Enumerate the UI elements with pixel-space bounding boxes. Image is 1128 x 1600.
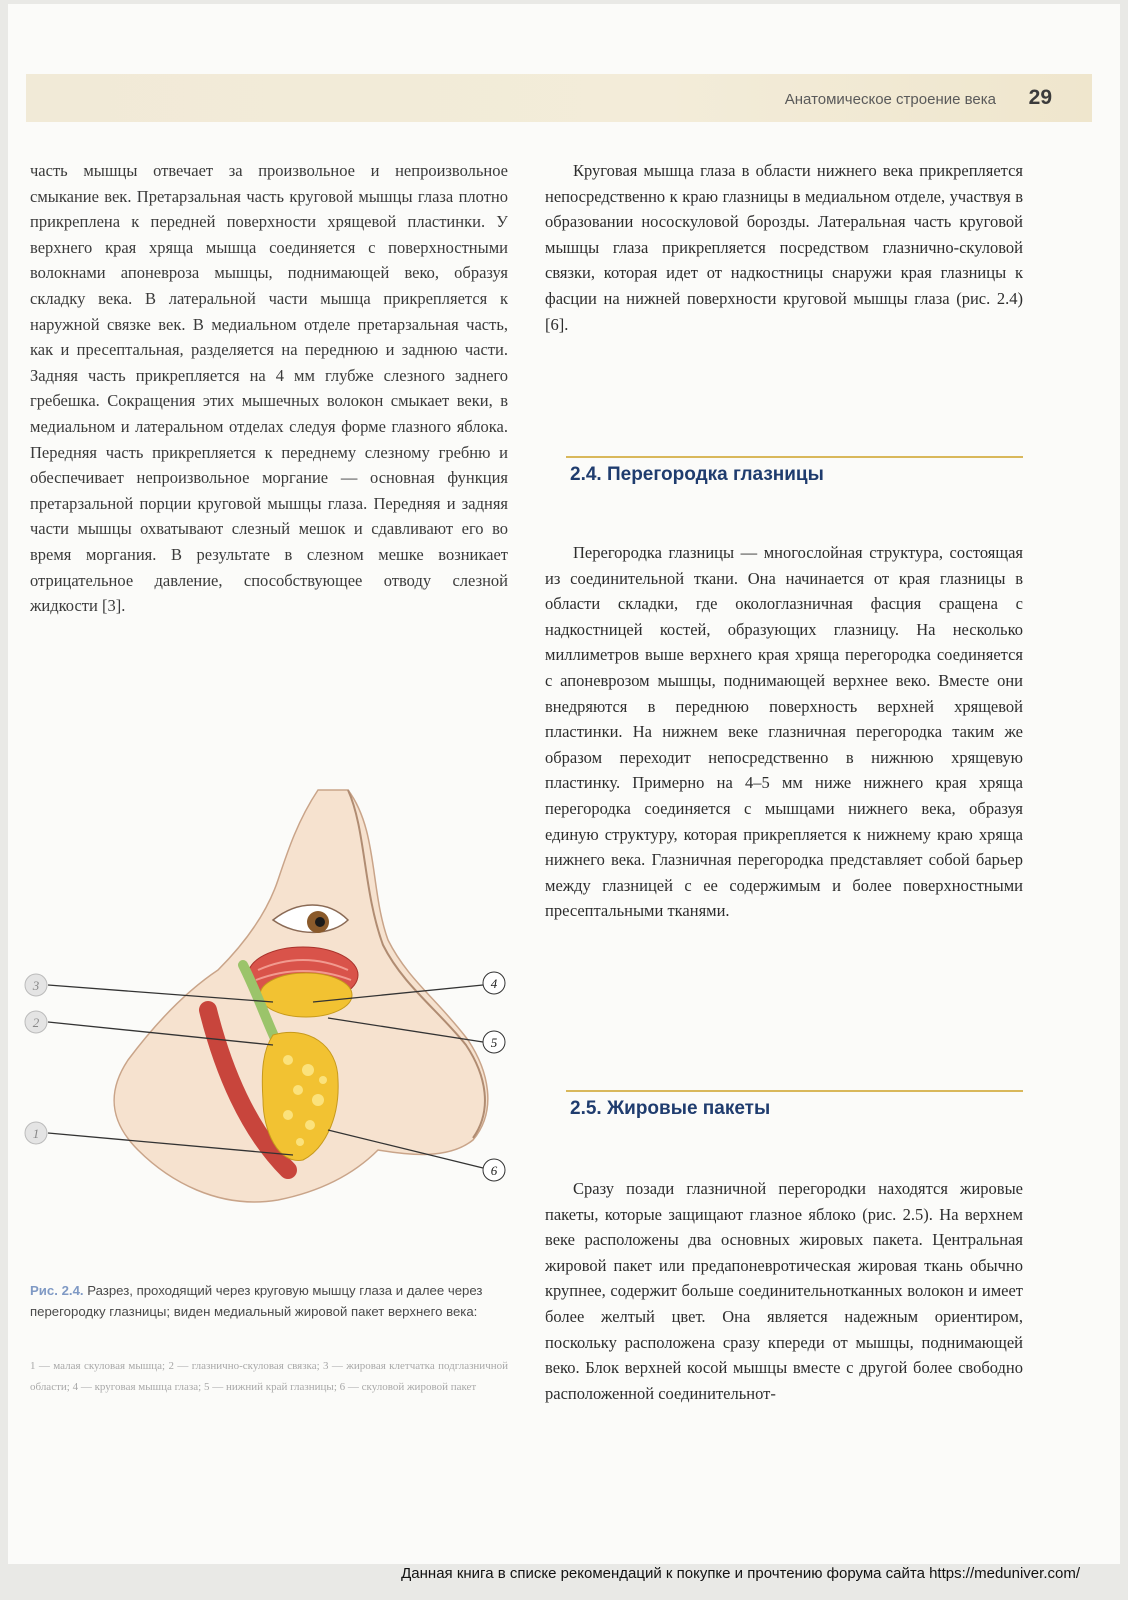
callout-4 (483, 972, 505, 994)
callout-2-label: 2 (32, 1015, 40, 1030)
callout-5-label: 5 (490, 1035, 498, 1050)
callout-4-label: 4 (490, 976, 498, 991)
callout-6-label: 6 (490, 1163, 498, 1178)
callout-2 (25, 1011, 47, 1033)
callout-6 (483, 1159, 505, 1181)
section-2-5-paragraph: Сразу позади глазничной перегородки находятся жировые пакеты, которые защищают глазное яблоко (рис. 2.5). На верхнем веке расположены два основных жировых пакета. Центральная жировой пакет или предапоневротическая жировая ткань обычно крупнее, содержит больше соединительнотканных волокон и имеет более желтый цвет. Она является надежным ориентиром, поскольку расположена сразу кпереди от мышцы, поднимающей веко. Блок верхней косой мышцы вместе с другой более свободно расположенной соединительнот- (545, 1179, 1023, 1403)
section-2-4-body (545, 540, 1023, 924)
figure-caption-label: Рис. 2.4. (30, 1283, 84, 1298)
left-paragraph: часть мышцы отвечает за произвольное и непроизвольное смыкание век. Претарзальная часть круговой мышцы глаза плотно прикреплена к передней поверхности хрящевой пластинки. У верхнего края хряща мышца соединяется с поверхностными волокнами апоневроза мышцы, поднимающей веко, образуя складку века. В латеральной части мышца прикрепляется к наружной связке век. В медиальном отделе претарзальная часть, как и пресептальная, разделяется на переднюю и заднюю части. Задняя часть прикрепляется на 4 мм глубже слезного заднего гребешка. Сокращения этих мышечных волокон смыкает веки, в медиальном и латеральном отделах следуя форме глазного яблока. Передняя часть прикрепляется к переднему слезному гребню и обеспечивает непроизвольное моргание — основная функция претарзальной порции круговой мышцы глаза. Передняя и задняя части мышцы охватывают слезный мешок и сдавливают его во время моргания. В результате в слезном мешке возникает отрицательное давление, способствующее отводу слезной жидкости [3]. (30, 161, 508, 616)
section-2-5-body (545, 1176, 1023, 1406)
callout-3 (25, 974, 47, 996)
figure-legend: 1 — малая скуловая мышца; 2 — глазнично-скуловая связка; 3 — жировая клетчатка подглазничной области; 4 — круговая мышца глаза; 5 — нижний край глазницы; 6 — скуловой жировой пакет (30, 1360, 508, 1393)
section-2-4-paragraph: Перегородка глазницы — многослойная структура, состоящая из соединительной ткани. Она начинается от края глазницы в области складки, где окологлазничная фасция сращена с надкостницей костей, образующих глазницу. На несколько миллиметров выше верхнего края хряща перегородка соединяется с апоневрозом мышцы, поднимающей верхнее веко. Вместе они внедряются в переднюю поверхность верхней хрящевой пластинки. На нижнем веке глазничная перегородка таким же образом переходит непосредственно в нижнюю хрящевую пластинку. Примерно на 4–5 мм ниже нижнего края хряща перегородка соединяется с мышцами нижнего века, образуя единую структуру, которая прикрепляется к нижнему краю хряща нижнего века. Глазничная перегородка представляет собой барьер между глазницей с ее содержимым и более поверхностными пресептальными тканями. (545, 543, 1023, 921)
callout-5 (483, 1031, 505, 1053)
callout-1-label: 1 (32, 1126, 40, 1141)
figure-caption-text: Разрез, проходящий через круговую мышцу глаза и далее через перегородку глазницы; виден медиальный жировой пакет верхнего века: (30, 1283, 483, 1319)
intro-paragraph: Круговая мышца глаза в области нижнего века прикрепляется непосредственно к краю глазницы в медиальном отделе, участвуя в образовании нососкуловой борозды. Латеральная часть круговой мышцы глаза прикрепляется посредством глазнично-скуловой связки, которая идет от надкостницы снаружи края глазницы к фасции на нижней поверхности круговой мышцы глаза (рис. 2.4) [6]. (545, 161, 1023, 334)
section-divider (566, 1090, 1023, 1092)
section-heading-2-4: 2.4. Перегородка глазницы (570, 464, 824, 485)
page-number: 29 (1028, 86, 1052, 109)
footer-note: Данная книга в списке рекомендаций к покупке и прочтению форума сайта https://meduniver.com/ (401, 1565, 1080, 1582)
callout-3-label: 3 (32, 978, 40, 993)
running-title: Анатомическое строение века (784, 91, 996, 108)
anatomical-figure (18, 770, 528, 1240)
pupil (315, 917, 325, 927)
infraorbital-fat (260, 973, 352, 1017)
eyelid-section-illustration (18, 770, 528, 1240)
right-column-intro (545, 158, 1023, 337)
callout-1 (25, 1122, 47, 1144)
figure-caption (30, 1280, 510, 1322)
section-divider (566, 456, 1023, 458)
left-column (30, 158, 508, 619)
section-heading-2-5: 2.5. Жировые пакеты (570, 1098, 771, 1119)
